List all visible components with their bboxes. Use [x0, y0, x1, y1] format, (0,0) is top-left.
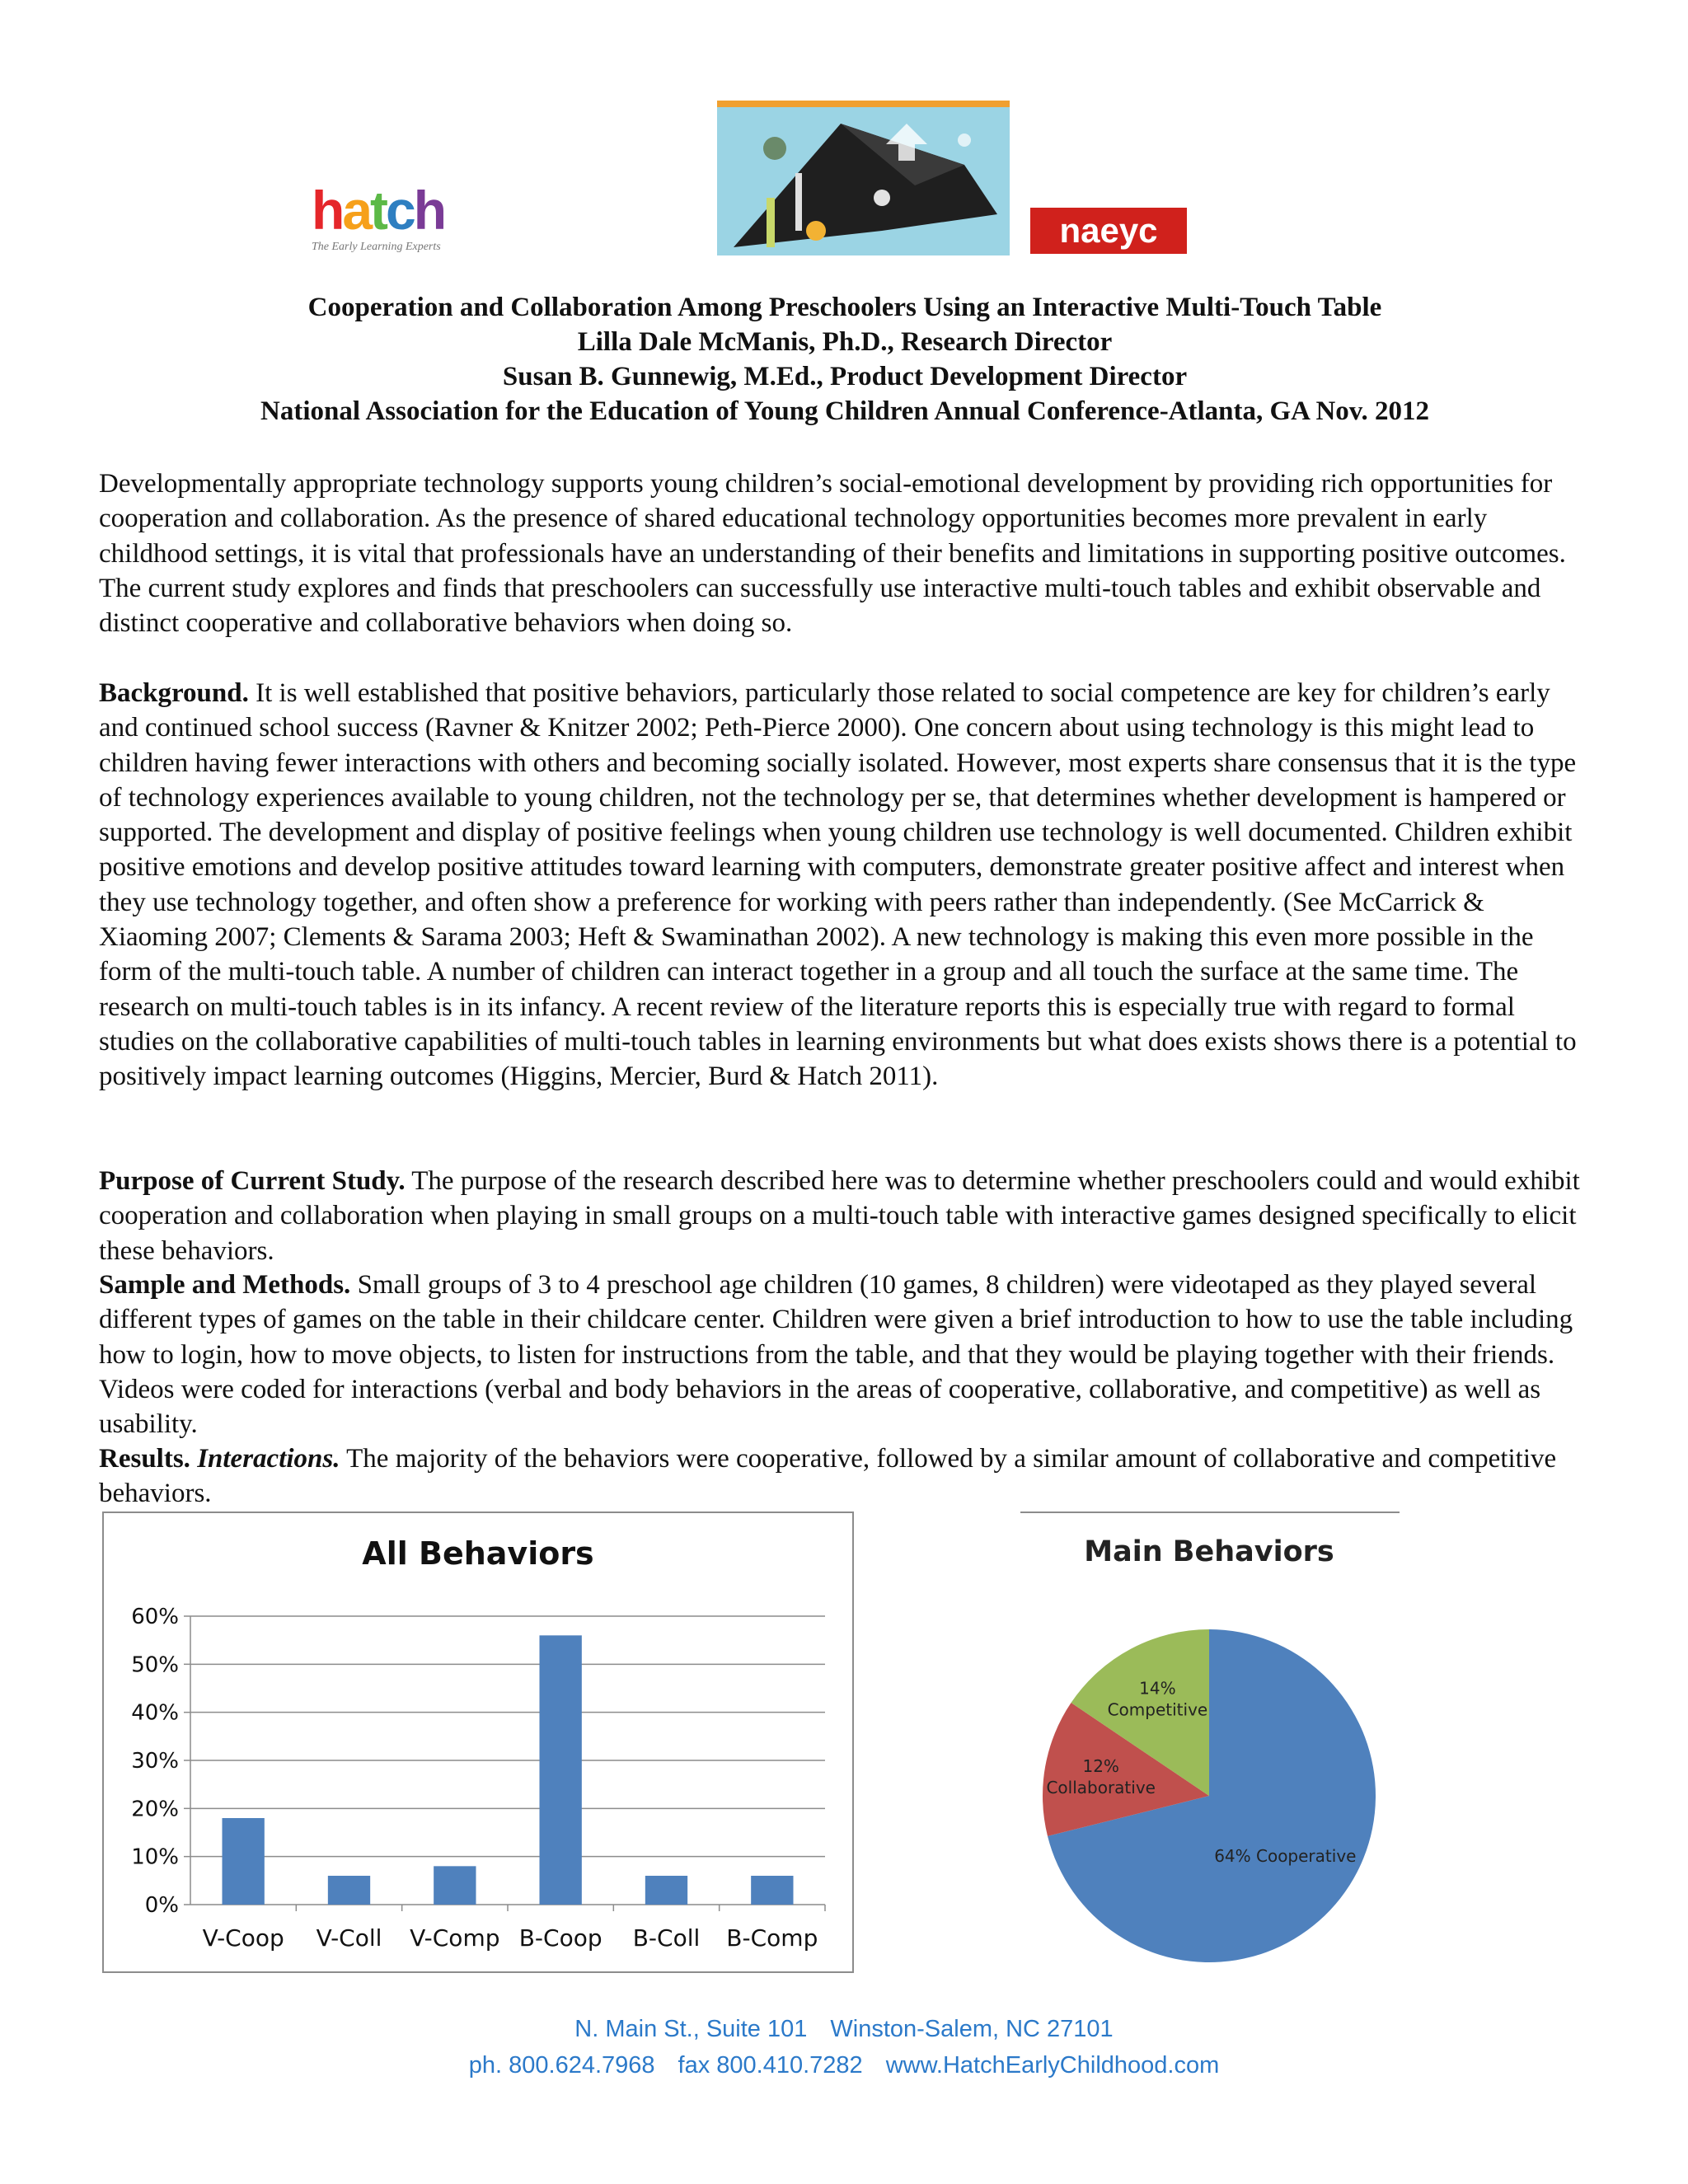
bar-chart-title: All Behaviors	[362, 1535, 594, 1572]
footer-address: N. Main St., Suite 101	[574, 2016, 808, 2042]
pie-percent-collaborative: 12%	[1082, 1755, 1119, 1776]
pie-label-collaborative: Collaborative	[1046, 1777, 1156, 1797]
footer-phone: ph. 800.624.7968	[468, 2052, 655, 2079]
bar-xtick-label: V-Coop	[202, 1924, 284, 1952]
sample-text: Small groups of 3 to 4 preschool age children (10 games, 8 children) were videotaped as they played several different types of games on the table in their childcare center. Children were given a brief introduction to how to use the table including how to login, how to move objects, to listen for instructions from the table, and that they would be playing together with their friends. Videos were coded for interactions (verbal and body behaviors in the areas of cooperative, collaborative, and competitive) as well as usability.	[99, 1270, 1573, 1440]
bar-xtick-label: V-Coll	[316, 1924, 382, 1952]
bar-b-coop	[540, 1635, 582, 1905]
bar-v-coop	[223, 1818, 265, 1905]
footer-address-line	[0, 2011, 1688, 2047]
sample-paragraph	[99, 1268, 1591, 1441]
bar-ytick-label: 10%	[131, 1844, 179, 1870]
bar-ytick-label: 20%	[131, 1797, 179, 1822]
pie-chart	[1018, 1511, 1401, 1973]
purpose-heading: Purpose of Current Study.	[99, 1166, 406, 1196]
purpose-text: The purpose of the research described here was to determine whether preschoolers could and would exhibit cooperation and collaboration when playing in small groups on a multi-touch table with interactive games designed specifically to elicit these behaviors.	[99, 1166, 1580, 1266]
author-line-2: Susan B. Gunnewig, M.Ed., Product Development Director	[502, 362, 1188, 391]
results-subheading: Interactions.	[197, 1444, 340, 1474]
pie-chart-area	[1018, 1511, 1401, 1973]
footer-fax: fax 800.410.7282	[678, 2052, 863, 2079]
hatch-logo-wordmark: hatch	[312, 180, 445, 241]
results-heading: Results.	[99, 1444, 190, 1474]
title-block	[91, 290, 1599, 429]
purpose-paragraph	[99, 1164, 1591, 1268]
bar-ytick-label: 60%	[131, 1605, 179, 1629]
footer-city: Winston-Salem, NC 27101	[830, 2016, 1114, 2042]
pie-label-competitive: Competitive	[1107, 1699, 1208, 1720]
naeyc-logo: naeyc	[1030, 208, 1187, 254]
author-line-1: Lilla Dale McManis, Ph.D., Research Director	[577, 327, 1113, 357]
bar-chart-frame	[102, 1511, 854, 1973]
background-heading: Background.	[99, 678, 249, 708]
hatch-logo	[312, 180, 476, 259]
bar-chart	[104, 1513, 852, 1971]
bar-ytick-label: 30%	[131, 1749, 179, 1774]
results-text: The majority of the behaviors were cooperative, followed by a similar amount of collaborative and competitive behaviors.	[99, 1444, 1557, 1509]
bar-b-comp	[751, 1876, 793, 1905]
bar-ytick-label: 0%	[144, 1893, 179, 1918]
results-paragraph	[99, 1441, 1591, 1511]
bar-xtick-label: B-Comp	[726, 1924, 818, 1952]
background-text: It is well established that positive behaviors, particularly those related to social competence are key for children’s early and continued school success (Ravner & Knitzer 2002; Peth-Pierce 2000). One concern about using technology is this might lead to children having fewer interactions with others and becoming socially isolated. However, most experts share consensus that it is the type of technology experiences available to young children, not the technology per se, that determines whether development is hampered or supported. The development and display of positive feelings when young children use technology is well documented. Children exhibit positive emotions and develop positive attitudes toward learning with computers, demonstrate greater positive affect and interest when they use technology together, and often show a preference for working with peers rather than independently. (See McCarrick & Xiaoming 2007; Clements & Sarama 2003; Heft & Swaminathan 2002). A new technology is making this even more possible in the form of the multi-touch table. A number of children can interact together in a group and all touch the surface at the same time. The research on multi-touch tables is in its infancy. A recent review of the literature reports this is especially true with regard to formal studies on the collaborative capabilities of multi-touch tables in learning environments but what does exists shows there is a potential to positively impact learning outcomes (Higgins, Mercier, Burd & Hatch 2011).	[99, 678, 1577, 1092]
bar-v-comp	[434, 1866, 476, 1905]
pie-percent-competitive: 14%	[1139, 1678, 1176, 1699]
conference-graphic-art	[717, 107, 1010, 255]
hatch-tagline: The Early Learning Experts	[312, 241, 441, 253]
pie-chart-title: Main Behaviors	[1084, 1535, 1334, 1568]
bar-ytick-label: 40%	[131, 1700, 179, 1726]
sample-heading: Sample and Methods.	[99, 1270, 351, 1300]
bar-xtick-label: V-Comp	[410, 1924, 500, 1952]
background-paragraph	[99, 676, 1591, 1094]
footer-contact-line	[0, 2047, 1688, 2083]
bar-ytick-label: 50%	[131, 1652, 179, 1678]
bar-xtick-label: B-Coop	[518, 1924, 603, 1952]
footer	[0, 2011, 1688, 2083]
bar-v-coll	[328, 1876, 370, 1905]
footer-website[interactable]: www.HatchEarlyChildhood.com	[885, 2052, 1220, 2079]
paper-title: Cooperation and Collaboration Among Preschoolers Using an Interactive Multi-Touch Table	[307, 293, 1382, 322]
intro-paragraph: Developmentally appropriate technology supports young children’s social-emotional development by providing rich opportunities for cooperation and collaboration. As the presence of shared educational technology opportunities becomes more prevalent in early childhood settings, it is vital that professionals have an understanding of their benefits and limitations in supporting positive outcomes. The current study explores and finds that preschoolers can successfully use interactive multi-touch tables and exhibit observable and distinct cooperative and collaborative behaviors when doing so.	[99, 469, 1566, 639]
conference-line: National Association for the Education of Young Children Annual Conference-Atlanta, GA Nov. 2012	[260, 396, 1429, 426]
bar-xtick-label: B-Coll	[632, 1924, 701, 1952]
pie-label-cooperative: 64% Cooperative	[1214, 1846, 1357, 1867]
conference-graphic	[717, 101, 1010, 255]
bar-b-coll	[645, 1876, 687, 1905]
